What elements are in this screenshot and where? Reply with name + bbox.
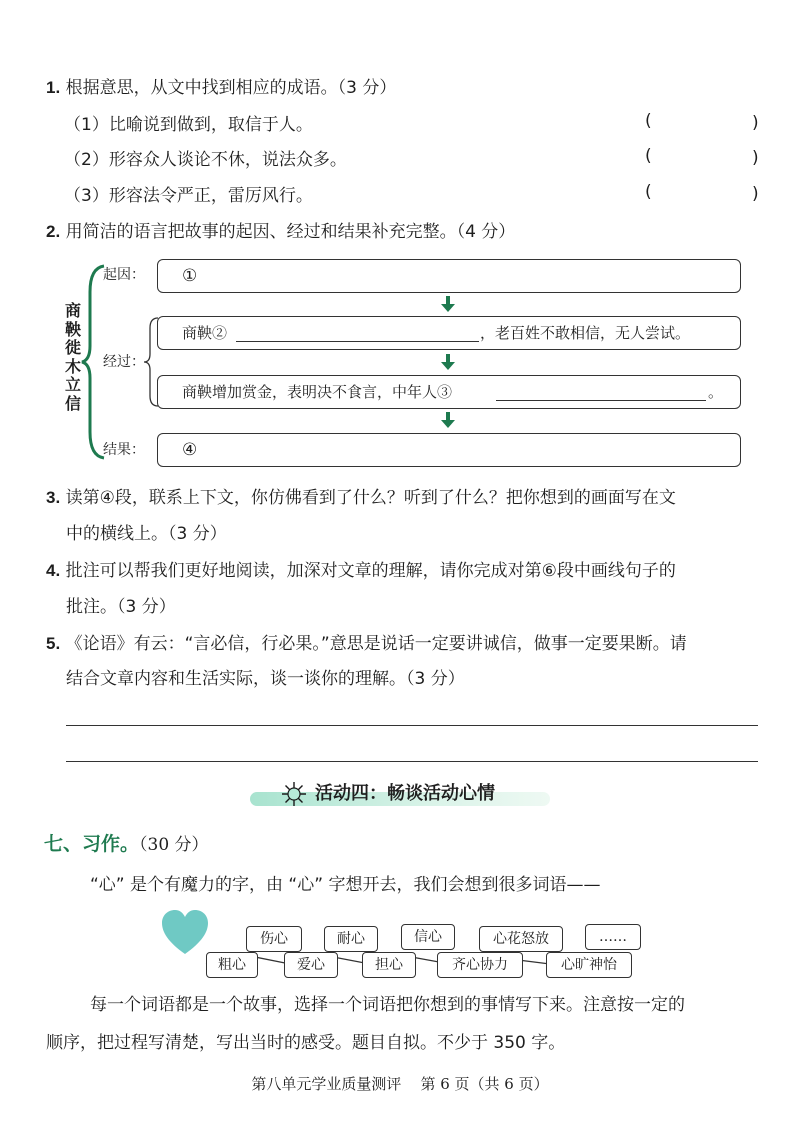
q2-label-result: 结果： <box>103 442 145 458</box>
section7-para-1: 每一个词语都是一个故事，选择一个词语把你想到的事情写下来。注意按一定的 <box>90 995 685 1015</box>
q2-process-box-2 <box>157 375 741 409</box>
q1-text: 根据意思，从文中找到相应的成语。（3 分） <box>65 78 397 98</box>
q5-answer-line-2[interactable] <box>66 761 758 762</box>
word-chip-aixin: 爱心 <box>284 952 338 978</box>
section7-para-2: 顺序，把过程写清楚，写出当时的感受。题目自拟。不少于 350 字。 <box>46 1033 566 1053</box>
q5-line-1 <box>46 632 687 656</box>
q1-item-2: （2）形容众人谈论不休，说法众多。 <box>64 150 347 170</box>
q2-label-cause: 起因： <box>103 267 145 283</box>
q1-answer-1-open: ( <box>645 111 652 131</box>
word-chip-cuxin: 粗心 <box>206 952 258 978</box>
word-chip-naixin: 耐心 <box>324 926 378 952</box>
q2-question <box>46 220 515 244</box>
q1-answer-2-close: ) <box>752 148 759 168</box>
inner-brace-icon <box>144 318 158 406</box>
word-chip-qixinxieli: 齐心协力 <box>437 952 523 978</box>
q1-answer-3-close: ) <box>752 184 759 204</box>
q5-answer-line-1[interactable] <box>66 725 758 726</box>
q2-result-marker: ④ <box>182 440 198 460</box>
q2-blank-2[interactable] <box>236 341 479 342</box>
outer-brace-icon <box>82 266 104 458</box>
sun-burst-icon <box>281 781 307 807</box>
q2-text: 用简洁的语言把故事的起因、经过和结果补充完整。（4 分） <box>65 222 516 242</box>
q2-cause-marker: ① <box>182 266 198 286</box>
arrow-down-icon <box>439 411 457 431</box>
q1-answer-1-close: ) <box>752 113 759 133</box>
q3-number: 3. <box>46 488 61 507</box>
q2-process1-prefix: 商鞅② <box>182 324 228 342</box>
q2-number: 2. <box>46 222 61 241</box>
q4-number: 4. <box>46 561 61 580</box>
q2-process2-suffix: 。 <box>708 383 724 401</box>
arrow-down-icon <box>439 295 457 315</box>
q4-line-1 <box>46 559 676 583</box>
q3-text-1: 读第④段，联系上下文，你仿佛看到了什么？听到了什么？把你想到的画面写在文 <box>65 488 676 508</box>
word-chip-ellipsis: …… <box>585 924 641 950</box>
word-chip-danxin: 担心 <box>362 952 416 978</box>
q1-answer-3-blank[interactable] <box>660 181 748 207</box>
q2-blank-3[interactable] <box>496 400 706 401</box>
q2-process2-prefix: 商鞅增加赏金，表明决不食言，中年人③ <box>182 383 453 401</box>
word-chip-shangxin: 伤心 <box>246 926 302 952</box>
q1-item-1: （1）比喻说到做到，取信于人。 <box>64 115 313 135</box>
word-chip-xinxin: 信心 <box>401 924 455 950</box>
q4-text-1: 批注可以帮我们更好地阅读，加深对文章的理解，请你完成对第⑥段中画线句子的 <box>65 561 676 581</box>
side-title-char: 鞅 <box>64 319 81 339</box>
q4-text-2: 批注。（3 分） <box>66 597 176 617</box>
page-footer: 第八单元学业质量测评 第 6 页（共 6 页） <box>251 1075 549 1093</box>
q1-answer-1-blank[interactable] <box>660 110 748 136</box>
section7-heading <box>44 832 209 857</box>
section7-title: 七、习作。 <box>44 833 140 855</box>
q3-text-2: 中的横线上。（3 分） <box>66 524 227 544</box>
q1-question <box>46 76 396 100</box>
side-title-char: 信 <box>64 393 81 413</box>
q3-line-1 <box>46 486 676 510</box>
q2-cause-box[interactable] <box>157 259 741 293</box>
side-title-char: 立 <box>64 375 81 394</box>
q1-answer-2-open: ( <box>645 146 652 166</box>
side-title-char: 徙 <box>64 338 81 357</box>
activity-title: 活动四：畅谈活动心情 <box>315 783 495 804</box>
q2-process-box-1 <box>157 316 741 350</box>
arrow-down-icon <box>439 353 457 373</box>
side-title-char: 木 <box>64 356 81 376</box>
q5-text-1: 《论语》有云：“言必信，行必果。”意思是说话一定要讲诚信，做事一定要果断。请 <box>65 634 687 654</box>
word-chip-xinhuanufang: 心花怒放 <box>479 926 563 952</box>
q1-answer-2-blank[interactable] <box>660 145 748 171</box>
q1-item-3: （3）形容法令严正，雷厉风行。 <box>64 186 313 206</box>
q2-process1-suffix: ，老百姓不敢相信，无人尝试。 <box>480 324 691 342</box>
q2-label-process: 经过： <box>103 354 145 370</box>
q1-answer-3-open: ( <box>645 182 652 202</box>
side-title-char: 商 <box>64 301 81 320</box>
q5-text-2: 结合文章内容和生活实际，谈一谈你的理解。（3 分） <box>66 669 465 689</box>
word-chip-xinkuangshenyi: 心旷神怡 <box>546 952 632 978</box>
q1-number: 1. <box>46 78 61 97</box>
section7-intro: “心” 是个有魔力的字，由 “心” 字想开去，我们会想到很多词语—— <box>90 875 601 895</box>
q5-number: 5. <box>46 634 61 653</box>
section7-score: （30 分） <box>139 835 209 855</box>
q2-result-box[interactable] <box>157 433 741 467</box>
